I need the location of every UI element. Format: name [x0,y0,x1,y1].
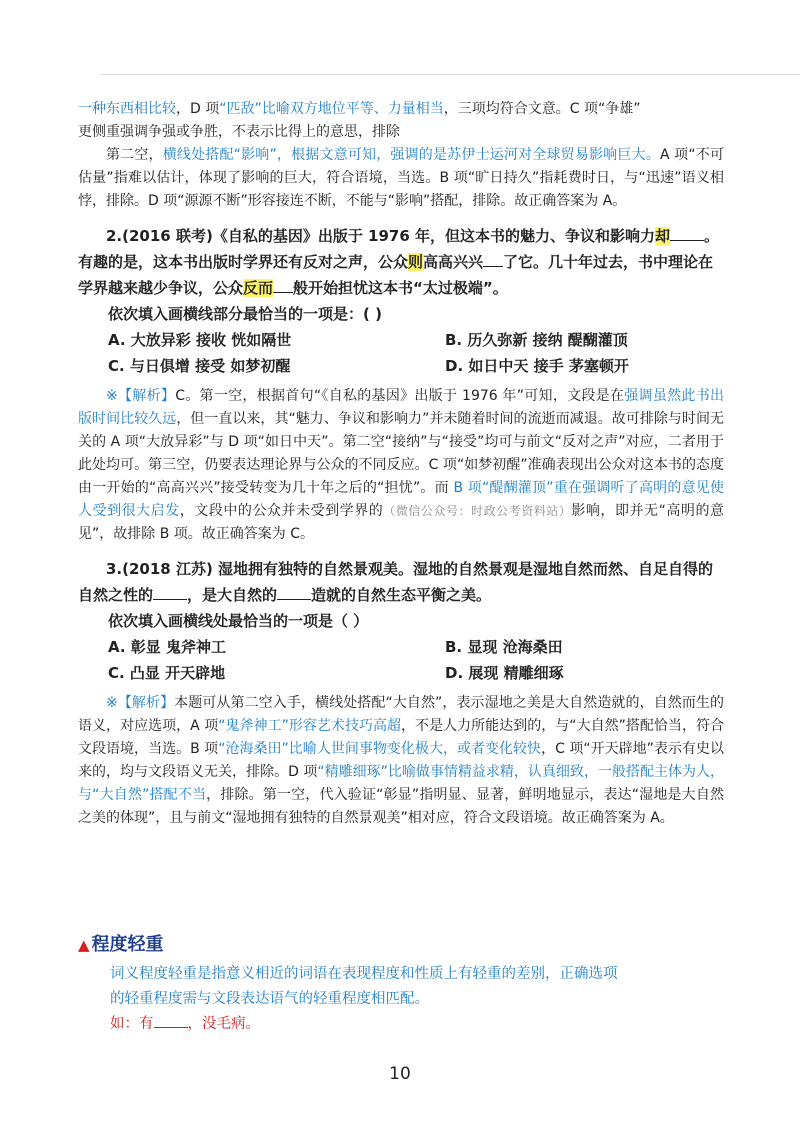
answer-blank [154,1012,188,1028]
prev-analysis-text: ，D 项 [176,101,220,117]
option-b: B. 历久弥新 接纳 醍醐灌顶 [445,331,628,349]
analysis-tag: ※【解析】 [106,388,176,404]
answer-blank [153,584,187,600]
question-text: 造就的自然生态平衡之美。 [311,586,492,604]
prev-analysis-highlight-3: 横线处搭配“影响”，根据文意可知，强调的是苏伊士运河对全球贸易影响巨大。 [162,147,660,163]
answer-blank [483,251,503,267]
highlight-word: 却 [655,227,671,245]
analysis-text: ，不是人力所能达到的，与“大自然”搭配恰当，符合文段语境，当选。B 项 [78,718,724,757]
option-d: D. 如日中天 接手 茅塞顿开 [445,357,629,375]
analysis-highlight: “鬼斧神工”形容艺术技巧高超 [218,718,402,734]
analysis-highlight: “沧海桑田”比喻人世间事物变化极大，或者变化较快 [218,741,542,757]
question-2-options [78,327,724,379]
question-text: 了它。几十年过去，书中理论在学界越来越少争议，公众 [78,253,714,297]
prev-analysis-text: 更侧重强调争强或争胜，不表示比得上的意思，排除 [78,124,400,140]
question-2-analysis [78,385,724,546]
section-description: 词义程度轻重是指意义相近的词语在表现程度和性质上有轻重的差别，正确选项的轻重程度需与文段表达语气的轻重程度相匹配。 [110,966,618,1007]
section-body [110,962,630,1037]
prev-analysis-text: 第二空， [106,147,163,163]
question-3-stem [78,556,724,608]
option-c: C. 与日俱增 接受 如梦初醒 [108,357,291,375]
header-divider [100,74,800,75]
question-text: 3.(2018 江苏) 湿地拥有独特的自然景观美。湿地的自然景观是湿地自然而然、自足自得的自然之性的 [78,560,714,604]
section-title [78,930,164,956]
analysis-text: ，C 项“开天辟地”表示有史以来的，均与文段语义无关，排除。D 项 [78,741,724,780]
question-text: 。有趣的是，这本书出版时学界还有反对之声，公众 [78,227,720,271]
analysis-highlight: B 项“醍醐灌顶”重在强调听了高明的意见使人受到很大启发 [78,480,724,519]
analysis-text: ，但一直以来，其“魅力、争议和影响力”并未随着时间的流逝而减退。故可排除与时间无关的 A 项“大放异彩”与 D 项“如日中天”。第二空“接纳”与“接受”均可与前文“反对之声”对应，二者用于此处均可。第三空，仍要表达理论界与公众的不同反应。C 项“如梦初醒”准确表现出公众对这本书的态度由一开始的“高高兴兴”接受转变为几十年之后的“担忧”。而 [78,411,724,496]
watermark-text: （微信公众号：时政公考资料站） [383,504,572,518]
analysis-highlight: 强调虽然此书出版时间比较久远 [78,388,725,427]
prev-analysis-second-blank [78,144,724,213]
analysis-text: 影响，即并无“高明的意见”，故排除 B 项。故正确答案为 C。 [78,503,724,542]
highlight-word: 则 [408,253,424,271]
prev-analysis-text: ，三项均符合文意。C 项“争雄” [443,101,641,117]
question-3-analysis [78,692,724,830]
analysis-text: 本题可从第二空入手，横线处搭配“大自然”，表示湿地之美是大自然造就的，自然而生的语义，对应选项，A 项 [78,695,724,734]
question-2-prompt: 依次填入画横线部分最恰当的一项是：( ) [108,305,382,323]
question-text: 高高兴兴 [423,253,484,271]
highlight-word: 反而 [243,279,274,297]
question-text: 2.(2016 联考)《自私的基因》出版于 1976 年，但这本书的魅力、争议和影响力 [106,227,656,245]
section-example [110,1012,630,1037]
page-content [78,98,724,830]
section-title-text: 程度轻重 [91,934,164,955]
triangle-icon: ▲ [78,936,90,954]
page-number: 10 [389,1064,411,1084]
analysis-text: C。第一空，根据首句“《自私的基因》出版于 1976 年”可知，文段是在 [175,388,625,404]
option-a: A. 大放异彩 接收 恍如隔世 [108,331,292,349]
analysis-text: ，排除。第一空，代入验证“彰显”指明显、显著，鲜明地显示，表达“湿地是大自然之美的体现”，且与前文“湿地拥有独特的自然景观美”相对应，符合文段语境。故正确答案为 A。 [78,787,724,826]
question-3-options [78,634,724,686]
answer-blank [273,277,293,293]
analysis-tag: ※【解析】 [106,695,175,711]
question-2-stem [78,223,724,301]
prev-analysis [78,98,724,213]
option-c: C. 凸显 开天辟地 [108,664,226,682]
answer-blank [277,584,311,600]
prev-analysis-highlight-2: “匹敌”比喻双方地位平等、力量相当 [219,101,444,117]
analysis-highlight: “精雕细琢”比喻做事情精益求精，认真细致，一般搭配主体为人，与“大自然”搭配不当 [78,764,724,803]
option-a: A. 彰显 鬼斧神工 [108,638,227,656]
question-text: 般开始担忧这本书“太过极端”。 [293,279,508,297]
analysis-text: ，文段中的公众并未受到学界的 [179,503,384,519]
question-3-prompt: 依次填入画横线处最恰当的一项是（ ） [108,612,369,630]
option-b: B. 显现 沧海桑田 [445,638,563,656]
prev-analysis-highlight-1: 一种东西相比较 [78,101,176,117]
answer-blank [670,225,704,241]
prev-analysis-text: A 项“不可估量”指难以估计，体现了影响的巨大，符合语境，当选。B 项“旷日持久”指耗费时日，与“迅速”语义相悖，排除。D 项“源源不断”形容接连不断，不能与“影响”搭配，排除。故正确答案为 A。 [78,147,724,209]
example-text: ，没毛病。 [187,1016,260,1032]
option-d: D. 展现 精雕细琢 [445,664,564,682]
example-text: 如：有 [110,1016,154,1032]
question-text: ，是大自然的 [187,586,278,604]
